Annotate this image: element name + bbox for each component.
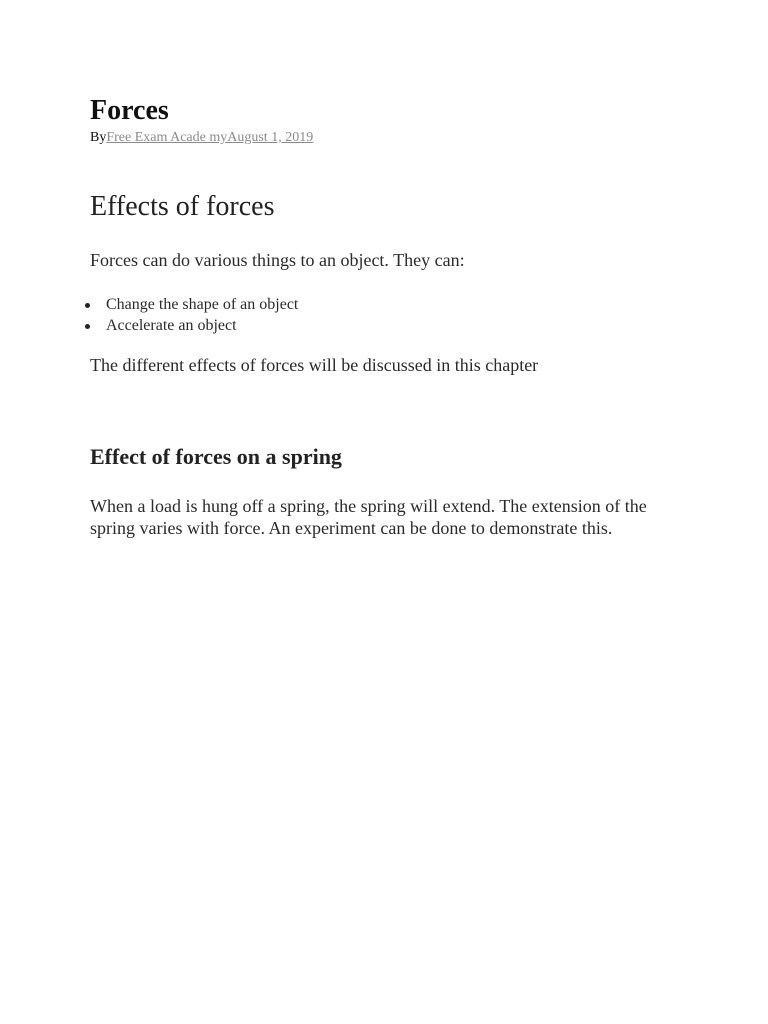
page-title: Forces	[90, 95, 169, 126]
list-item	[90, 294, 298, 315]
bullet-icon	[85, 303, 90, 308]
list-item	[90, 315, 298, 336]
subheading: Effect of forces on a spring	[90, 444, 342, 469]
list-item-text: Change the shape of an object	[106, 296, 299, 313]
byline-prefix: By	[90, 130, 107, 145]
effects-list	[90, 294, 298, 336]
closing-paragraph: The different effects of forces will be discussed in this chapter	[90, 355, 539, 375]
paragraph-line: When a load is hung off a spring, the spring will extend. The extension of the	[90, 496, 647, 516]
date-link[interactable]: August 1, 2019	[227, 130, 314, 145]
author-link[interactable]: Free Exam Acade my	[106, 130, 228, 145]
byline	[90, 129, 313, 147]
spring-paragraph	[90, 495, 690, 539]
section-heading: Effects of forces	[90, 191, 275, 222]
bullet-icon	[85, 324, 90, 329]
paragraph-line: spring varies with force. An experiment can be done to demonstrate this.	[90, 518, 613, 538]
intro-paragraph: Forces can do various things to an object. They can:	[90, 250, 465, 270]
list-item-text: Accelerate an object	[106, 317, 237, 334]
